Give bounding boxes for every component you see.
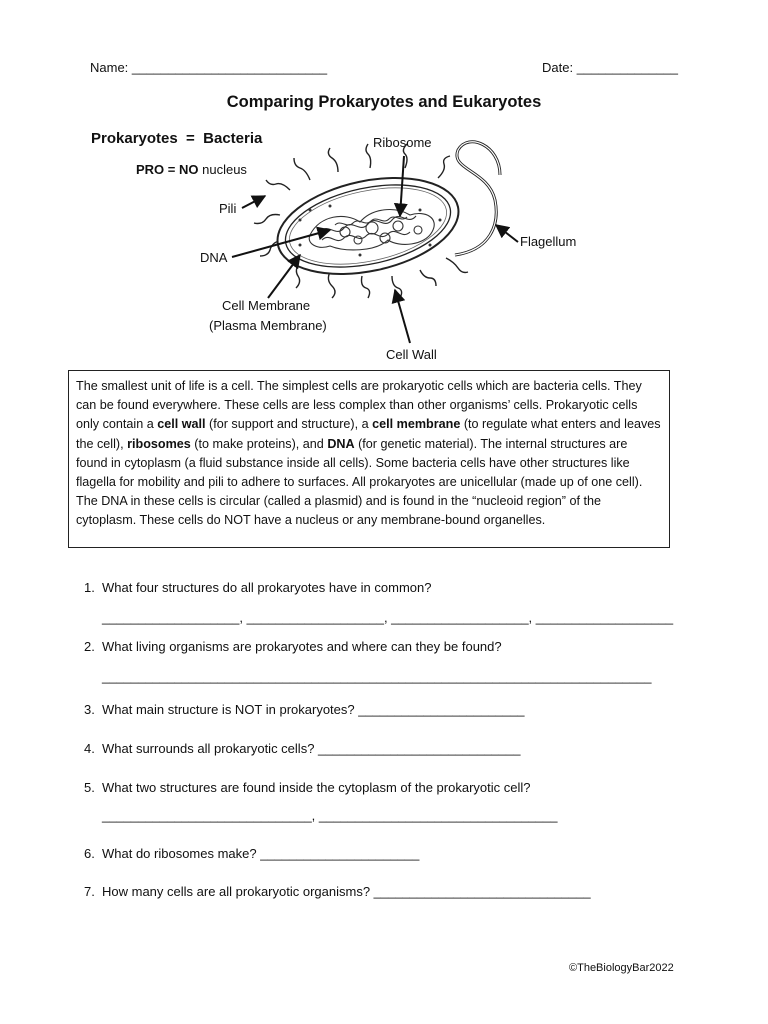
question-text: What living organisms are prokaryotes and where can they be found? bbox=[102, 639, 502, 654]
info-text: (to make proteins), and bbox=[190, 436, 328, 451]
cell-wall-arrow bbox=[395, 290, 410, 343]
question-text[interactable]: What surrounds all prokaryotic cells? ____________________________ bbox=[102, 741, 521, 756]
label-cell-wall: Cell Wall bbox=[386, 347, 437, 362]
question-3[interactable] bbox=[84, 702, 525, 717]
info-text: (to regulate what enters and leaves the cell), bbox=[76, 417, 661, 451]
pili-arrow bbox=[242, 196, 265, 208]
question-number: 1. bbox=[84, 580, 95, 595]
copyright-footer: ©TheBiologyBar2022 bbox=[569, 962, 674, 974]
question-text[interactable]: What main structure is NOT in prokaryotes? _______________________ bbox=[102, 702, 525, 717]
name-label: Name: bbox=[90, 60, 129, 75]
pro-no-bold: PRO = NO bbox=[136, 162, 199, 177]
question-number: 5. bbox=[84, 780, 95, 795]
question-2 bbox=[84, 639, 502, 654]
question-number: 2. bbox=[84, 639, 95, 654]
name-blank[interactable]: ___________________________ bbox=[131, 60, 328, 75]
question-4[interactable] bbox=[84, 741, 520, 756]
info-paragraph-box bbox=[68, 370, 670, 548]
flagellum-arrow bbox=[496, 225, 518, 242]
label-flagellum: Flagellum bbox=[520, 234, 577, 249]
pro-no-rest: nucleus bbox=[198, 162, 247, 177]
answer-line-5[interactable]: _____________________________, _________________________________ bbox=[102, 808, 558, 823]
info-bold-dna: DNA bbox=[327, 436, 355, 451]
info-bold-cell-membrane: cell membrane bbox=[372, 417, 461, 432]
question-number: 7. bbox=[84, 884, 95, 899]
question-number: 3. bbox=[84, 702, 95, 717]
section-subtitle: Prokaryotes = Bacteria bbox=[91, 130, 263, 147]
label-plasma-membrane: (Plasma Membrane) bbox=[209, 318, 327, 333]
question-number: 4. bbox=[84, 741, 95, 756]
flagellum bbox=[455, 142, 500, 255]
question-6[interactable] bbox=[84, 846, 419, 861]
info-text: (for support and structure), a bbox=[205, 417, 373, 432]
label-dna: DNA bbox=[200, 250, 228, 265]
cell-wall bbox=[269, 163, 468, 289]
page-title: Comparing Prokaryotes and Eukaryotes bbox=[226, 93, 542, 111]
question-text[interactable]: How many cells are all prokaryotic organisms? ______________________________ bbox=[102, 884, 591, 899]
question-text[interactable]: What do ribosomes make? ______________________ bbox=[102, 846, 420, 861]
info-text: (for genetic material). The internal structures are found in cytoplasm (a fluid substance inside all cells). Some bacteria cells have other structures like flagella for mobility and pili to adhere to surfaces. All prokaryotes are unicellular (made up of one cell). The DNA in these cells is circular (called a plasmid) and is found in the “nucleoid region” of the cytoplasm. These cells do NOT have a nucleus or any membrane-bound organelles. bbox=[76, 436, 643, 528]
answer-line-1[interactable]: ___________________, ___________________, ___________________, ___________________ bbox=[102, 610, 674, 625]
info-bold-cell-wall: cell wall bbox=[157, 417, 206, 432]
question-number: 6. bbox=[84, 846, 95, 861]
label-cell-membrane: Cell Membrane bbox=[222, 298, 311, 313]
question-7[interactable] bbox=[84, 884, 591, 899]
question-text: What four structures do all prokaryotes have in common? bbox=[102, 580, 432, 595]
label-pili: Pili bbox=[219, 201, 237, 216]
cell-membrane-arrow bbox=[268, 255, 300, 298]
question-text: What two structures are found inside the cytoplasm of the prokaryotic cell? bbox=[102, 780, 531, 795]
date-label: Date: bbox=[542, 60, 574, 75]
answer-line-2[interactable]: ____________________________________________________________________________ bbox=[102, 669, 652, 684]
label-ribosome: Ribosome bbox=[373, 135, 432, 150]
info-bold-ribosomes: ribosomes bbox=[127, 436, 191, 451]
question-5 bbox=[84, 780, 530, 795]
question-1 bbox=[84, 580, 431, 595]
date-blank[interactable]: ______________ bbox=[576, 60, 678, 75]
info-text: The smallest unit of life is a cell. The simplest cells are prokaryotic cells which are bacteria cells. They can be found everywhere. These cells are less complex than other organisms’ cells. Prokaryotic cells only contain a bbox=[76, 379, 642, 432]
